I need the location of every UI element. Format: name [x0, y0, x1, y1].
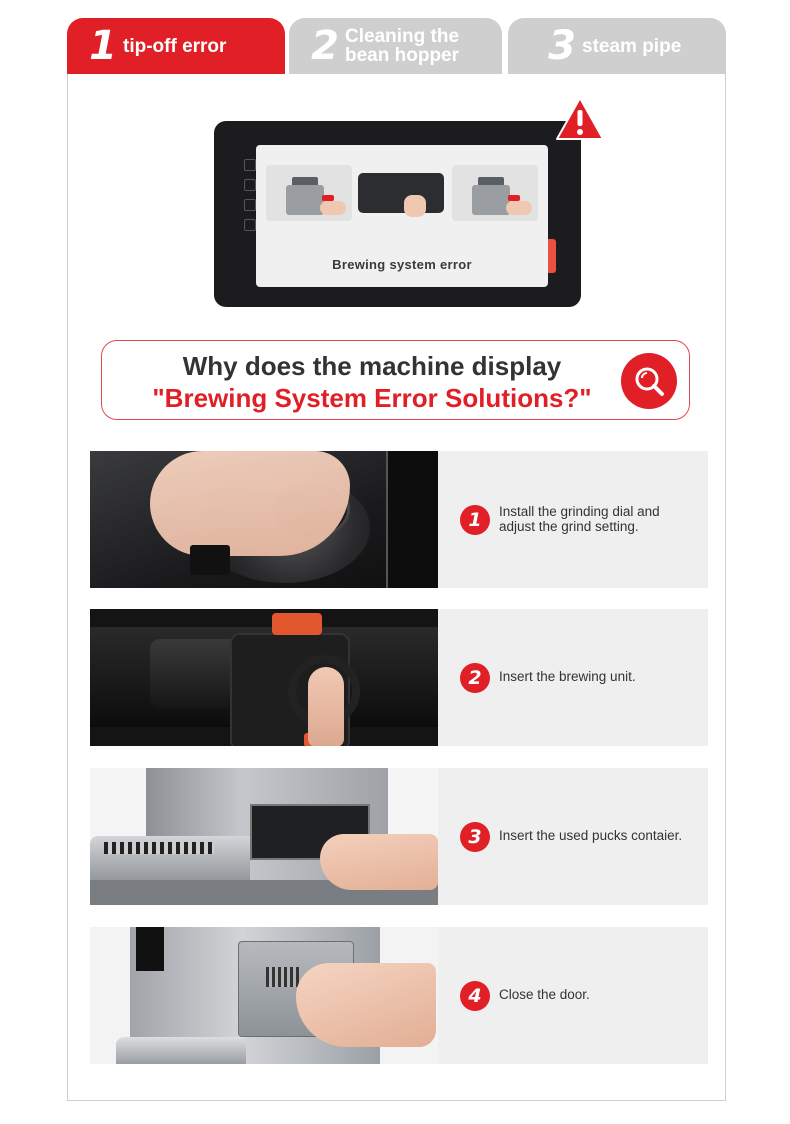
tab-tip-off-error[interactable] — [67, 18, 285, 74]
hand-image — [320, 834, 438, 890]
step-number-badge: 4 — [460, 981, 490, 1011]
side-button — [244, 219, 256, 231]
hand-icon — [320, 201, 346, 215]
tab-number: 1 — [89, 23, 117, 69]
step-text: Insert the brewing unit. — [499, 669, 636, 685]
hand-image — [296, 963, 436, 1047]
brewing-cylinder — [150, 639, 240, 709]
step-info — [460, 927, 590, 1064]
step-text: Close the door. — [499, 987, 590, 1003]
side-buttons — [244, 159, 256, 239]
error-message: Brewing system error — [332, 257, 472, 272]
hand-icon — [404, 195, 426, 217]
coffee-machine-icon — [472, 185, 510, 215]
tab-label: tip-off error — [123, 35, 227, 57]
machine-thumbnail — [452, 165, 538, 221]
machine-screen-image — [214, 121, 581, 307]
step-card — [90, 451, 708, 588]
tab-number: 3 — [548, 23, 576, 69]
step-number-badge: 3 — [460, 822, 490, 852]
coffee-spout — [136, 927, 164, 971]
question-line2: "Brewing System Error Solutions?" — [152, 383, 592, 413]
tab-steam-pipe[interactable] — [508, 18, 726, 74]
step-card — [90, 609, 708, 746]
hand-image — [150, 451, 350, 556]
finger-image — [308, 667, 344, 746]
hand-icon — [506, 201, 532, 215]
tab-cleaning-bean-hopper[interactable] — [289, 18, 502, 74]
orange-latch — [272, 613, 322, 635]
warning-triangle-icon — [555, 96, 605, 142]
drip-tray — [116, 1037, 246, 1064]
step-tabs — [67, 18, 726, 74]
step-card — [90, 927, 708, 1064]
side-button — [244, 179, 256, 191]
step-text: Install the grinding dial and adjust the grind setting. — [499, 504, 660, 534]
dial-lever — [190, 545, 230, 575]
step-card — [90, 768, 708, 905]
error-dialog — [256, 145, 548, 287]
search-button[interactable] — [621, 353, 677, 409]
side-button — [244, 199, 256, 211]
tab-number: 2 — [311, 23, 339, 69]
brewing-unit-thumbnail — [358, 173, 444, 213]
side-button — [244, 159, 256, 171]
tab-label-line2: bean hopper — [345, 45, 460, 66]
step-info — [460, 768, 682, 905]
step-info — [460, 609, 636, 746]
grinding-dial-photo — [90, 451, 438, 588]
coffee-machine-icon — [286, 185, 324, 215]
tab-label — [345, 27, 459, 65]
tab-label-line1: Cleaning the — [345, 26, 460, 47]
machine-thumbnail — [266, 165, 352, 221]
red-indicator — [548, 239, 556, 273]
step-number-badge: 1 — [460, 505, 490, 535]
brewing-unit-photo — [90, 609, 438, 746]
question-banner — [101, 340, 690, 420]
drip-grill — [104, 842, 214, 854]
magnifier-icon — [632, 364, 666, 398]
step-text: Insert the used pucks contaier. — [499, 828, 683, 844]
hopper-glass — [386, 451, 438, 588]
question-line1: Why does the machine display — [182, 351, 562, 381]
tab-label: steam pipe — [582, 35, 682, 57]
step-number-badge: 2 — [460, 663, 490, 693]
step-info — [460, 451, 699, 588]
close-door-photo — [90, 927, 438, 1064]
pucks-container-photo — [90, 768, 438, 905]
door-vent — [266, 967, 300, 987]
